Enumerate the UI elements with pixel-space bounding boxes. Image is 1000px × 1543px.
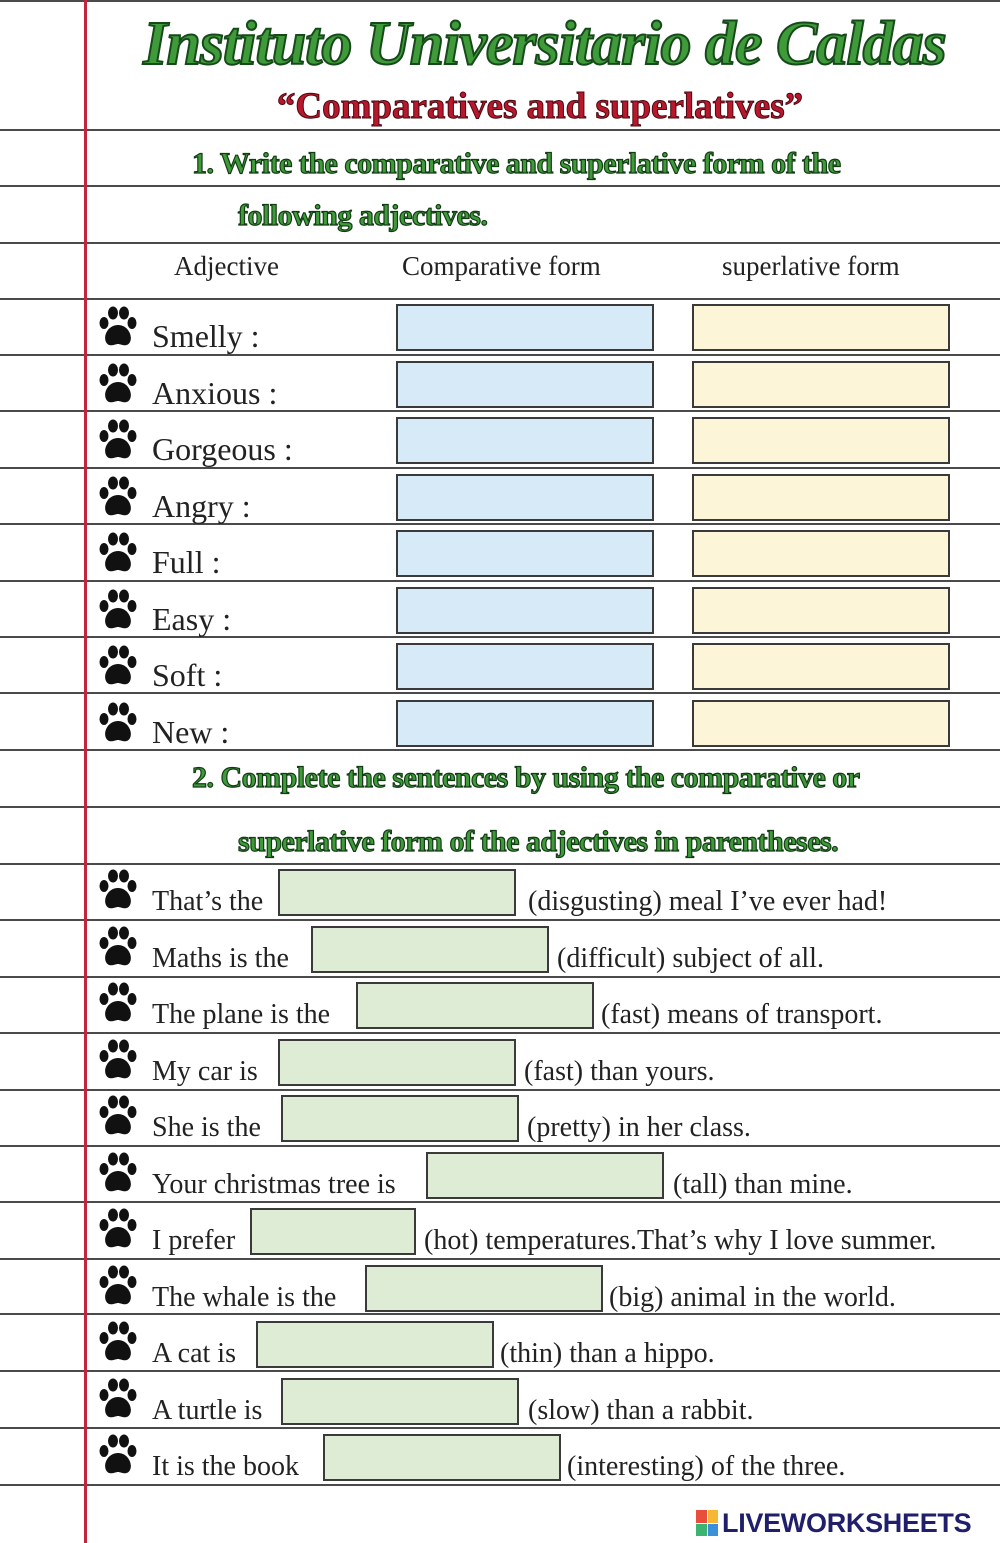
exercise1-instruction-line2: following adjectives.: [238, 199, 488, 232]
paw-print-icon: [98, 476, 138, 520]
paw-print-icon: [98, 1039, 138, 1083]
logo-tile: [696, 1524, 707, 1537]
sentence-start: Maths is the: [152, 943, 289, 974]
ruled-line: [0, 1427, 1000, 1429]
paw-print-icon: [98, 869, 138, 913]
superlative-answer-box[interactable]: [692, 304, 950, 351]
comparative-answer-box[interactable]: [396, 643, 654, 690]
sentence-answer-box[interactable]: [256, 1321, 494, 1368]
adjective-label: Gorgeous :: [152, 431, 293, 467]
school-title: Instituto Universitario de Caldas: [143, 10, 946, 78]
sentence-answer-box[interactable]: [281, 1095, 519, 1142]
superlative-answer-box[interactable]: [692, 530, 950, 577]
paw-print-icon: [98, 1265, 138, 1309]
superlative-answer-box[interactable]: [692, 361, 950, 408]
column-header-superlative: superlative form: [722, 251, 900, 281]
adjective-label: Angry :: [152, 488, 251, 524]
sentence-end: (fast) means of transport.: [601, 999, 883, 1030]
sentence-answer-box[interactable]: [323, 1434, 561, 1481]
paw-print-icon: [98, 1208, 138, 1252]
ruled-line: [0, 467, 1000, 469]
sentence-answer-box[interactable]: [281, 1378, 519, 1425]
sentence-answer-box[interactable]: [356, 982, 594, 1029]
sentence-answer-box[interactable]: [426, 1152, 664, 1199]
ruled-line: [0, 523, 1000, 525]
sentence-end: (interesting) of the three.: [567, 1451, 846, 1482]
logo-text: LIVEWORKSHEETS: [722, 1507, 972, 1538]
paw-print-icon: [98, 532, 138, 576]
sentence-answer-box[interactable]: [311, 926, 549, 973]
ruled-line: [0, 1089, 1000, 1091]
ruled-line: [0, 1145, 1000, 1147]
logo-tile: [708, 1510, 719, 1523]
sentence-answer-box[interactable]: [278, 1039, 516, 1086]
sentence-end: (fast) than yours.: [524, 1056, 715, 1087]
sentence-end: (thin) than a hippo.: [500, 1338, 715, 1369]
sentence-end: (tall) than mine.: [673, 1169, 853, 1200]
adjective-label: Easy :: [152, 601, 232, 637]
comparative-answer-box[interactable]: [396, 474, 654, 521]
column-header-comparative: Comparative form: [402, 251, 601, 281]
sentence-start: It is the book: [152, 1451, 299, 1482]
superlative-answer-box[interactable]: [692, 587, 950, 634]
sentence-answer-box[interactable]: [278, 869, 516, 916]
logo-tile: [708, 1524, 719, 1537]
paw-print-icon: [98, 1152, 138, 1196]
notebook-margin-line: [84, 0, 87, 1543]
ruled-line: [0, 242, 1000, 244]
ruled-line: [0, 806, 1000, 808]
exercise2-instruction-line1: 2. Complete the sentences by using the comparative or: [192, 761, 860, 794]
paw-print-icon: [98, 982, 138, 1026]
ruled-line: [0, 692, 1000, 694]
superlative-answer-box[interactable]: [692, 700, 950, 747]
superlative-answer-box[interactable]: [692, 643, 950, 690]
comparative-answer-box[interactable]: [396, 587, 654, 634]
comparative-answer-box[interactable]: [396, 361, 654, 408]
paw-print-icon: [98, 589, 138, 633]
paw-print-icon: [98, 702, 138, 746]
exercise1-instruction-line1: 1. Write the comparative and superlative form of the: [192, 147, 841, 180]
sentence-start: That’s the: [152, 886, 264, 917]
sentence-start: My car is: [152, 1056, 258, 1087]
superlative-answer-box[interactable]: [692, 474, 950, 521]
exercise2-instruction-line2: superlative form of the adjectives in parentheses.: [238, 825, 839, 858]
ruled-line: [0, 298, 1000, 300]
comparative-answer-box[interactable]: [396, 304, 654, 351]
paw-print-icon: [98, 363, 138, 407]
ruled-line: [0, 185, 1000, 187]
adjective-label: Smelly :: [152, 318, 260, 354]
adjective-label: Anxious :: [152, 375, 278, 411]
superlative-answer-box[interactable]: [692, 417, 950, 464]
ruled-line: [0, 636, 1000, 638]
adjective-label: New :: [152, 714, 230, 750]
ruled-line: [0, 354, 1000, 356]
ruled-line: [0, 749, 1000, 751]
paw-print-icon: [98, 645, 138, 689]
comparative-answer-box[interactable]: [396, 530, 654, 577]
sentence-answer-box[interactable]: [250, 1208, 416, 1255]
paw-print-icon: [98, 1378, 138, 1422]
paw-print-icon: [98, 1321, 138, 1365]
worksheet-subtitle: “Comparatives and superlatives”: [276, 86, 804, 127]
ruled-line: [0, 976, 1000, 978]
paw-print-icon: [98, 1434, 138, 1478]
sentence-end: (big) animal in the world.: [609, 1282, 896, 1313]
paw-print-icon: [98, 306, 138, 350]
sentence-end: (difficult) subject of all.: [557, 943, 824, 974]
ruled-line: [0, 863, 1000, 865]
paw-print-icon: [98, 926, 138, 970]
liveworksheets-logo: [696, 1505, 971, 1541]
paw-print-icon: [98, 419, 138, 463]
ruled-line: [0, 1484, 1000, 1486]
sentence-end: (slow) than a rabbit.: [528, 1395, 754, 1426]
sentence-end: (hot) temperatures.That’s why I love summer.: [424, 1225, 937, 1256]
adjective-label: Soft :: [152, 657, 223, 693]
comparative-answer-box[interactable]: [396, 417, 654, 464]
comparative-answer-box[interactable]: [396, 700, 654, 747]
ruled-line: [0, 0, 1000, 2]
column-header-adjective: Adjective: [174, 251, 279, 281]
paw-print-icon: [98, 1095, 138, 1139]
liveworksheets-logo-icon: [696, 1510, 718, 1536]
ruled-line: [0, 410, 1000, 412]
adjective-label: Full :: [152, 544, 221, 580]
sentence-start: The plane is the: [152, 999, 331, 1030]
sentence-start: She is the: [152, 1112, 261, 1143]
ruled-line: [0, 580, 1000, 582]
sentence-start: I prefer: [152, 1225, 236, 1256]
sentence-start: Your christmas tree is: [152, 1169, 396, 1200]
sentence-end: (disgusting) meal I’ve ever had!: [528, 886, 888, 917]
sentence-start: A turtle is: [152, 1395, 263, 1426]
logo-tile: [696, 1510, 707, 1523]
sentence-start: The whale is the: [152, 1282, 337, 1313]
sentence-answer-box[interactable]: [365, 1265, 603, 1312]
sentence-end: (pretty) in her class.: [527, 1112, 751, 1143]
sentence-start: A cat is: [152, 1338, 236, 1369]
